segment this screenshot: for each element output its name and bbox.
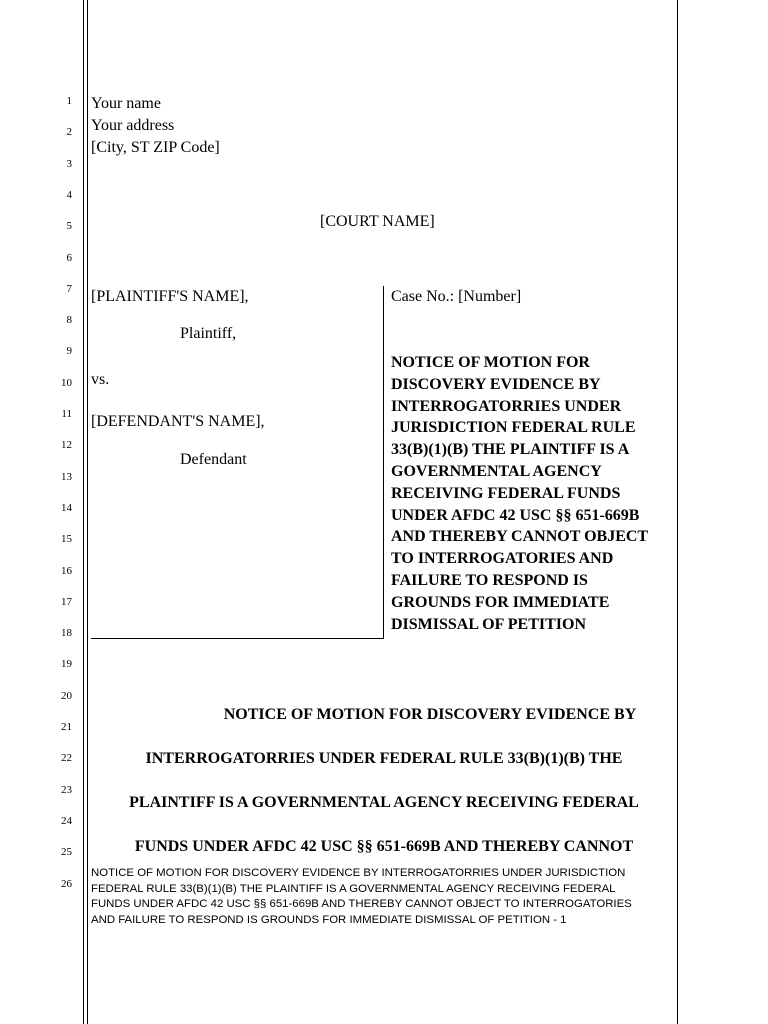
caption-motion-title: [391, 352, 681, 635]
caption-title-line: INTERROGATORRIES UNDER: [391, 397, 622, 415]
line-number: 2: [66, 126, 72, 139]
line-number: 17: [61, 595, 72, 608]
line-number: 16: [61, 564, 72, 577]
caption-title-line: UNDER AFDC 42 USC §§ 651-669B: [391, 506, 640, 524]
line-number: 24: [61, 814, 72, 827]
defendant-name: [DEFENDANT'S NAME],: [91, 413, 265, 430]
line-number: 11: [61, 408, 72, 420]
line-number: 1: [66, 95, 72, 107]
line-number: 18: [61, 627, 72, 640]
defendant-label: Defendant: [180, 451, 247, 468]
motion-heading-line: NOTICE OF MOTION FOR DISCOVERY EVIDENCE BY: [223, 706, 637, 723]
caption-title-line: 33(B)(1)(B) THE PLAINTIFF IS A: [391, 441, 630, 459]
line-number: 7: [66, 282, 72, 295]
left-margin-rule-outer: [83, 0, 84, 1024]
left-margin-rule-inner: [87, 0, 88, 1024]
line-number: 15: [61, 533, 72, 546]
caption-title-line: AND THEREBY CANNOT OBJECT: [391, 528, 649, 546]
line-number: 9: [66, 345, 72, 358]
caption-title-line: NOTICE OF MOTION FOR: [391, 354, 590, 371]
caption-divider-vertical: [383, 286, 384, 639]
sender-address: Your address: [91, 117, 175, 134]
motion-heading-line: FUNDS UNDER AFDC 42 USC §§ 651-669B AND THEREBY CANNOT: [134, 838, 634, 855]
line-number: 8: [66, 314, 72, 327]
caption-title-line: FAILURE TO RESPOND IS: [391, 571, 588, 589]
footer-line: FEDERAL RULE 33(B)(1)(B) THE PLAINTIFF IS A GOVERNMENTAL AGENCY RECEIVING FEDERAL: [91, 882, 616, 895]
caption-title-line: TO INTERROGATORIES AND: [391, 550, 614, 568]
plaintiff-label: Plaintiff,: [180, 325, 237, 342]
motion-heading-line: INTERROGATORRIES UNDER FEDERAL RULE 33(B)(1)(B) THE: [145, 750, 623, 767]
line-number: 3: [66, 157, 72, 170]
line-number: 5: [66, 220, 72, 233]
line-number: 22: [61, 752, 72, 765]
line-number: 25: [61, 846, 72, 859]
page-footer: [91, 866, 675, 928]
versus-label: vs.: [91, 371, 110, 388]
caption-title-line: JURISDICTION FEDERAL RULE: [391, 419, 636, 437]
caption-title-line: RECEIVING FEDERAL FUNDS: [391, 484, 621, 502]
caption-title-line: GROUNDS FOR IMMEDIATE: [391, 593, 610, 611]
line-number: 23: [61, 783, 72, 796]
line-number: 10: [61, 376, 72, 389]
line-number: 6: [66, 251, 72, 264]
line-number: 21: [61, 721, 72, 733]
sender-city: [City, ST ZIP Code]: [91, 139, 220, 156]
caption-title-line: GOVERNMENTAL AGENCY: [391, 462, 602, 480]
line-number: 19: [61, 658, 72, 671]
case-number: Case No.: [Number]: [391, 288, 522, 305]
line-number: 4: [66, 188, 72, 201]
caption-title-line: DISCOVERY EVIDENCE BY: [391, 375, 601, 393]
footer-line: FUNDS UNDER AFDC 42 USC §§ 651-669B AND THEREBY CANNOT OBJECT TO INTERROGATORIES: [91, 898, 632, 911]
line-number: 12: [61, 439, 72, 452]
caption-divider-horizontal: [91, 638, 384, 639]
plaintiff-name: [PLAINTIFF'S NAME],: [91, 288, 249, 305]
line-number: 26: [61, 877, 72, 890]
footer-line: AND FAILURE TO RESPOND IS GROUNDS FOR IMMEDIATE DISMISSAL OF PETITION - 1: [91, 913, 567, 926]
court-name: [COURT NAME]: [320, 213, 435, 230]
line-number: 13: [61, 470, 72, 483]
footer-line: NOTICE OF MOTION FOR DISCOVERY EVIDENCE BY INTERROGATORRIES UNDER JURISDICTION: [91, 867, 626, 879]
motion-heading-line: PLAINTIFF IS A GOVERNMENTAL AGENCY RECEIVING FEDERAL: [129, 794, 639, 811]
caption-title-line: DISMISSAL OF PETITION: [391, 615, 587, 633]
line-number: 20: [61, 689, 72, 702]
sender-name: Your name: [91, 95, 161, 112]
line-number: 14: [61, 501, 72, 514]
